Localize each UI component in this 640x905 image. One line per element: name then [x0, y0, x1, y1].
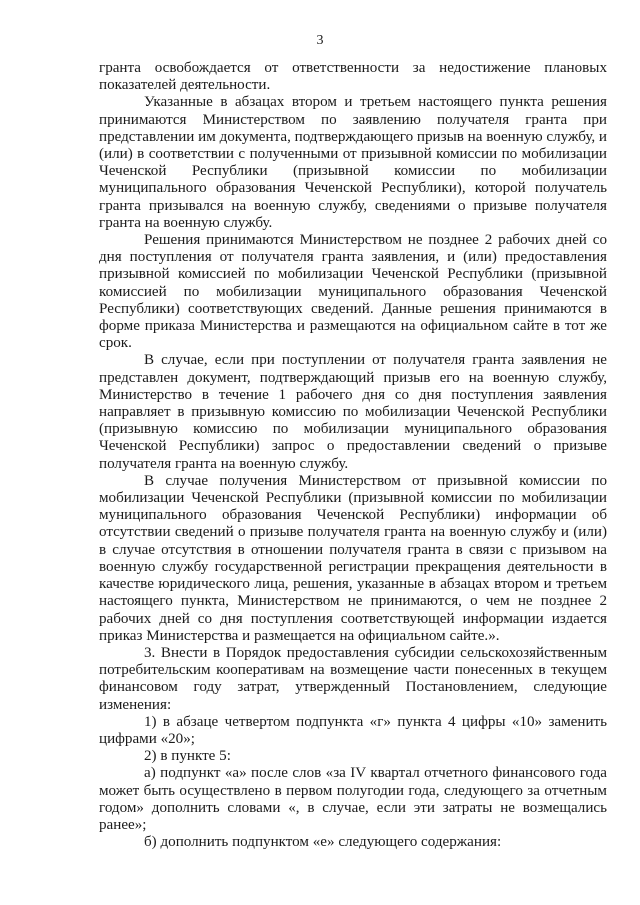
paragraph: Указанные в абзацах втором и третьем настоящего пункта решения принимаются Министерством по заявлению получателя гранта при представлении им документа, подтверждающего призыв на военную службу, и (или) в соответствии с полученными от призывной комиссии по мобилизации Чеченской Республики (призывной комиссии по мобилизации муниципального образования Чеченской Республики), которой получатель гранта призывался на военную службу, сведениями о призыве получателя гранта на военную службу.: [99, 94, 607, 231]
paragraph: В случае, если при поступлении от получателя гранта заявления не представлен документ, подтверждающий призыв его на военную службу, Министерство в течение 1 рабочего дня со дня поступления заявления направляет в призывную комиссию по мобилизации Чеченской Республики (призывную комиссию по мобилизации муниципального образования Чеченской Республики) запрос о предоставлении сведений о призыве получателя гранта на военную службу.: [99, 352, 607, 472]
paragraph: 2) в пункте 5:: [144, 748, 231, 765]
paragraph: Решения принимаются Министерством не позднее 2 рабочих дней со дня поступления от получателя гранта заявления, и (или) предоставления призывной комиссией по мобилизации Чеченской Республики (призывной комиссией по мобилизации муниципального образования Чеченской Республики) соответствующих сведений. Данные решения принимаются в форме приказа Министерства и размещаются на официальном сайте в тот же срок.: [99, 232, 607, 352]
paragraph-continuation: гранта освобождается от ответственности за недостижение плановых показателей деятельности.: [99, 60, 607, 94]
paragraph: 3. Внести в Порядок предоставления субсидии сельскохозяйственным потребительским кооперативам на возмещение части понесенных в текущем финансовом году затрат, утвержденный Постановлением, следующие изменения:: [99, 644, 607, 713]
document-body: [99, 60, 607, 851]
page-number: 3: [316, 33, 324, 48]
paragraph: б) дополнить подпунктом «е» следующего содержания:: [144, 834, 502, 851]
paragraph: а) подпункт «а» после слов «за IV квартал отчетного финансового года может быть осуществлено в первом полугодии года, следующего за отчетным годом» дополнить словами «, в случае, если эти затраты не возмещались ранее»;: [99, 765, 607, 833]
paragraph: 1) в абзаце четвертом подпункта «г» пункта 4 цифры «10» заменить цифрами «20»;: [99, 713, 607, 747]
paragraph: В случае получения Министерством от призывной комиссии по мобилизации Чеченской Республики (призывной комиссии по мобилизации муниципального образования Чеченской Республики) информации об отсутствии сведений о призыве получателя гранта на военную службу и (или) в случае отсутствия в отношении получателя гранта в связи с призывом на военную службу государственной регистрации прекращения деятельности в качестве юридического лица, решения, указанные в абзацах втором и третьем настоящего пункта, Министерством не принимаются, о чем не позднее 2 рабочих дней со дня поступления соответствующей информации издается приказ Министерства и размещается на официальном сайте.».: [99, 472, 607, 644]
